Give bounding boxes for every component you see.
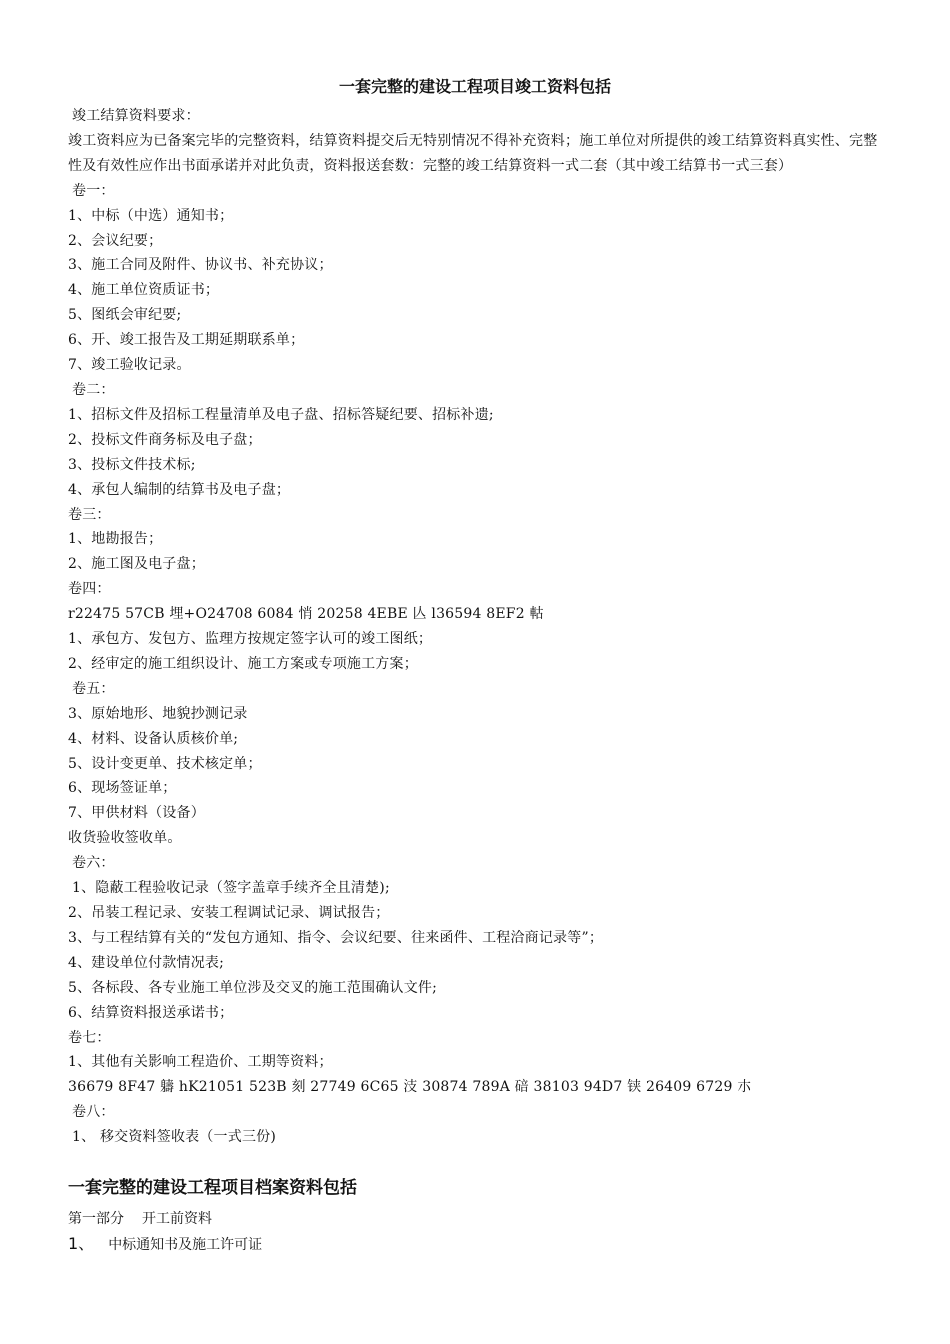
archive-heading: 一套完整的建设工程项目档案资料包括 bbox=[68, 1178, 357, 1198]
document-line: 4、建设单位付款情况表; bbox=[68, 954, 225, 971]
document-line: 7、甲供材料（设备） bbox=[68, 805, 205, 822]
document-line: 卷七： bbox=[68, 1029, 111, 1046]
document-line: 2、吊装工程记录、安装工程调试记录、调试报告； bbox=[68, 905, 390, 921]
document-line: 卷六： bbox=[72, 855, 115, 872]
document-line: 卷三： bbox=[68, 506, 111, 523]
document-line: 卷二： bbox=[72, 381, 115, 398]
part-title: 开工前资料 bbox=[142, 1211, 212, 1227]
document-lines bbox=[68, 179, 888, 1150]
document-line: 6、现场签证单； bbox=[68, 780, 177, 797]
document-line: 3、投标文件技术标; bbox=[68, 456, 196, 473]
document-line: 卷五： bbox=[72, 680, 115, 697]
item-number: 1、 bbox=[68, 1234, 95, 1253]
document-line: 4、材料、设备认质核价单; bbox=[68, 730, 239, 747]
document-line: 1、其他有关影响工程造价、工期等资料； bbox=[68, 1054, 333, 1071]
document-line: 4、承包人编制的结算书及电子盘； bbox=[68, 481, 291, 498]
requirements-paragraph: 竣工资料应为已备案完毕的完整资料，结算资料提交后无特别情况不得补充资料；施工单位对所提供的竣工结算资料真实性、完整性及有效性应作出书面承诺并对此负责，资料报送套数：完整的竣工结算资料一式二套（其中竣工结算书一式三套） bbox=[68, 132, 878, 174]
document-line: 3、与工程结算有关的“发包方通知、指令、会议纪要、往来函件、工程洽商记录等”； bbox=[68, 929, 604, 946]
document-line: 卷八： bbox=[72, 1104, 115, 1121]
document-line: 1、 移交资料签收表（一式三份) bbox=[72, 1129, 277, 1146]
document-line: 2、投标文件商务标及电子盘； bbox=[68, 431, 262, 448]
document-line: 3、施工合同及附件、协议书、补充协议； bbox=[68, 257, 333, 274]
requirements-label: 竣工结算资料要求： bbox=[72, 108, 200, 124]
document-line: 6、开、竣工报告及工期延期联系单； bbox=[68, 332, 305, 349]
document-line: r22475 57CB 埋+O24708 6084 悄 20258 4EBE 亾 l36594 8EF2 軲 bbox=[68, 606, 544, 623]
document-line: 1、地勘报告； bbox=[68, 531, 163, 548]
document-line: 5、设计变更单、技术核定单； bbox=[68, 755, 262, 772]
document-title: 一套完整的建设工程项目竣工资料包括 bbox=[338, 77, 611, 96]
document-line: 6、结算资料报送承诺书； bbox=[68, 1004, 234, 1021]
document-line: 1、中标（中选）通知书； bbox=[68, 207, 234, 224]
document-line: 2、施工图及电子盘； bbox=[68, 556, 205, 573]
part-one-item bbox=[68, 1232, 262, 1257]
document-line: 7、竣工验收记录。 bbox=[68, 357, 191, 374]
part-label: 第一部分 bbox=[68, 1211, 124, 1227]
document-line: 1、承包方、发包方、监理方按规定签字认可的竣工图纸； bbox=[68, 631, 433, 648]
item-text: 中标通知书及施工许可证 bbox=[108, 1237, 263, 1253]
document-line: 卷四： bbox=[68, 581, 111, 598]
document-line: 1、隐蔽工程验收记录（签字盖章手续齐全且清楚); bbox=[72, 880, 390, 897]
document-line: 2、经审定的施工组织设计、施工方案或专项施工方案； bbox=[68, 655, 418, 672]
document-line: 5、图纸会审纪要; bbox=[68, 307, 182, 324]
document-line: 1、招标文件及招标工程量清单及电子盘、招标答疑纪要、招标补遗; bbox=[68, 406, 494, 423]
document-line: 5、各标段、各专业施工单位涉及交叉的施工范围确认文件; bbox=[68, 979, 438, 996]
document-line: 卷一： bbox=[72, 182, 115, 199]
document-line: 收货验收签收单。 bbox=[68, 830, 182, 847]
document-body bbox=[68, 104, 888, 1150]
document-line: 36679 8F47 軇 hK21051 523B 刻 27749 6C65 汥 30874 789A 碚 38103 94D7 铗 26409 6729 朩 bbox=[68, 1079, 752, 1096]
document-line: 3、原始地形、地貌抄测记录 bbox=[68, 705, 248, 722]
document-line: 2、会议纪要； bbox=[68, 232, 163, 249]
part-one-line bbox=[68, 1208, 212, 1230]
document-line: 4、施工单位资质证书； bbox=[68, 282, 220, 299]
